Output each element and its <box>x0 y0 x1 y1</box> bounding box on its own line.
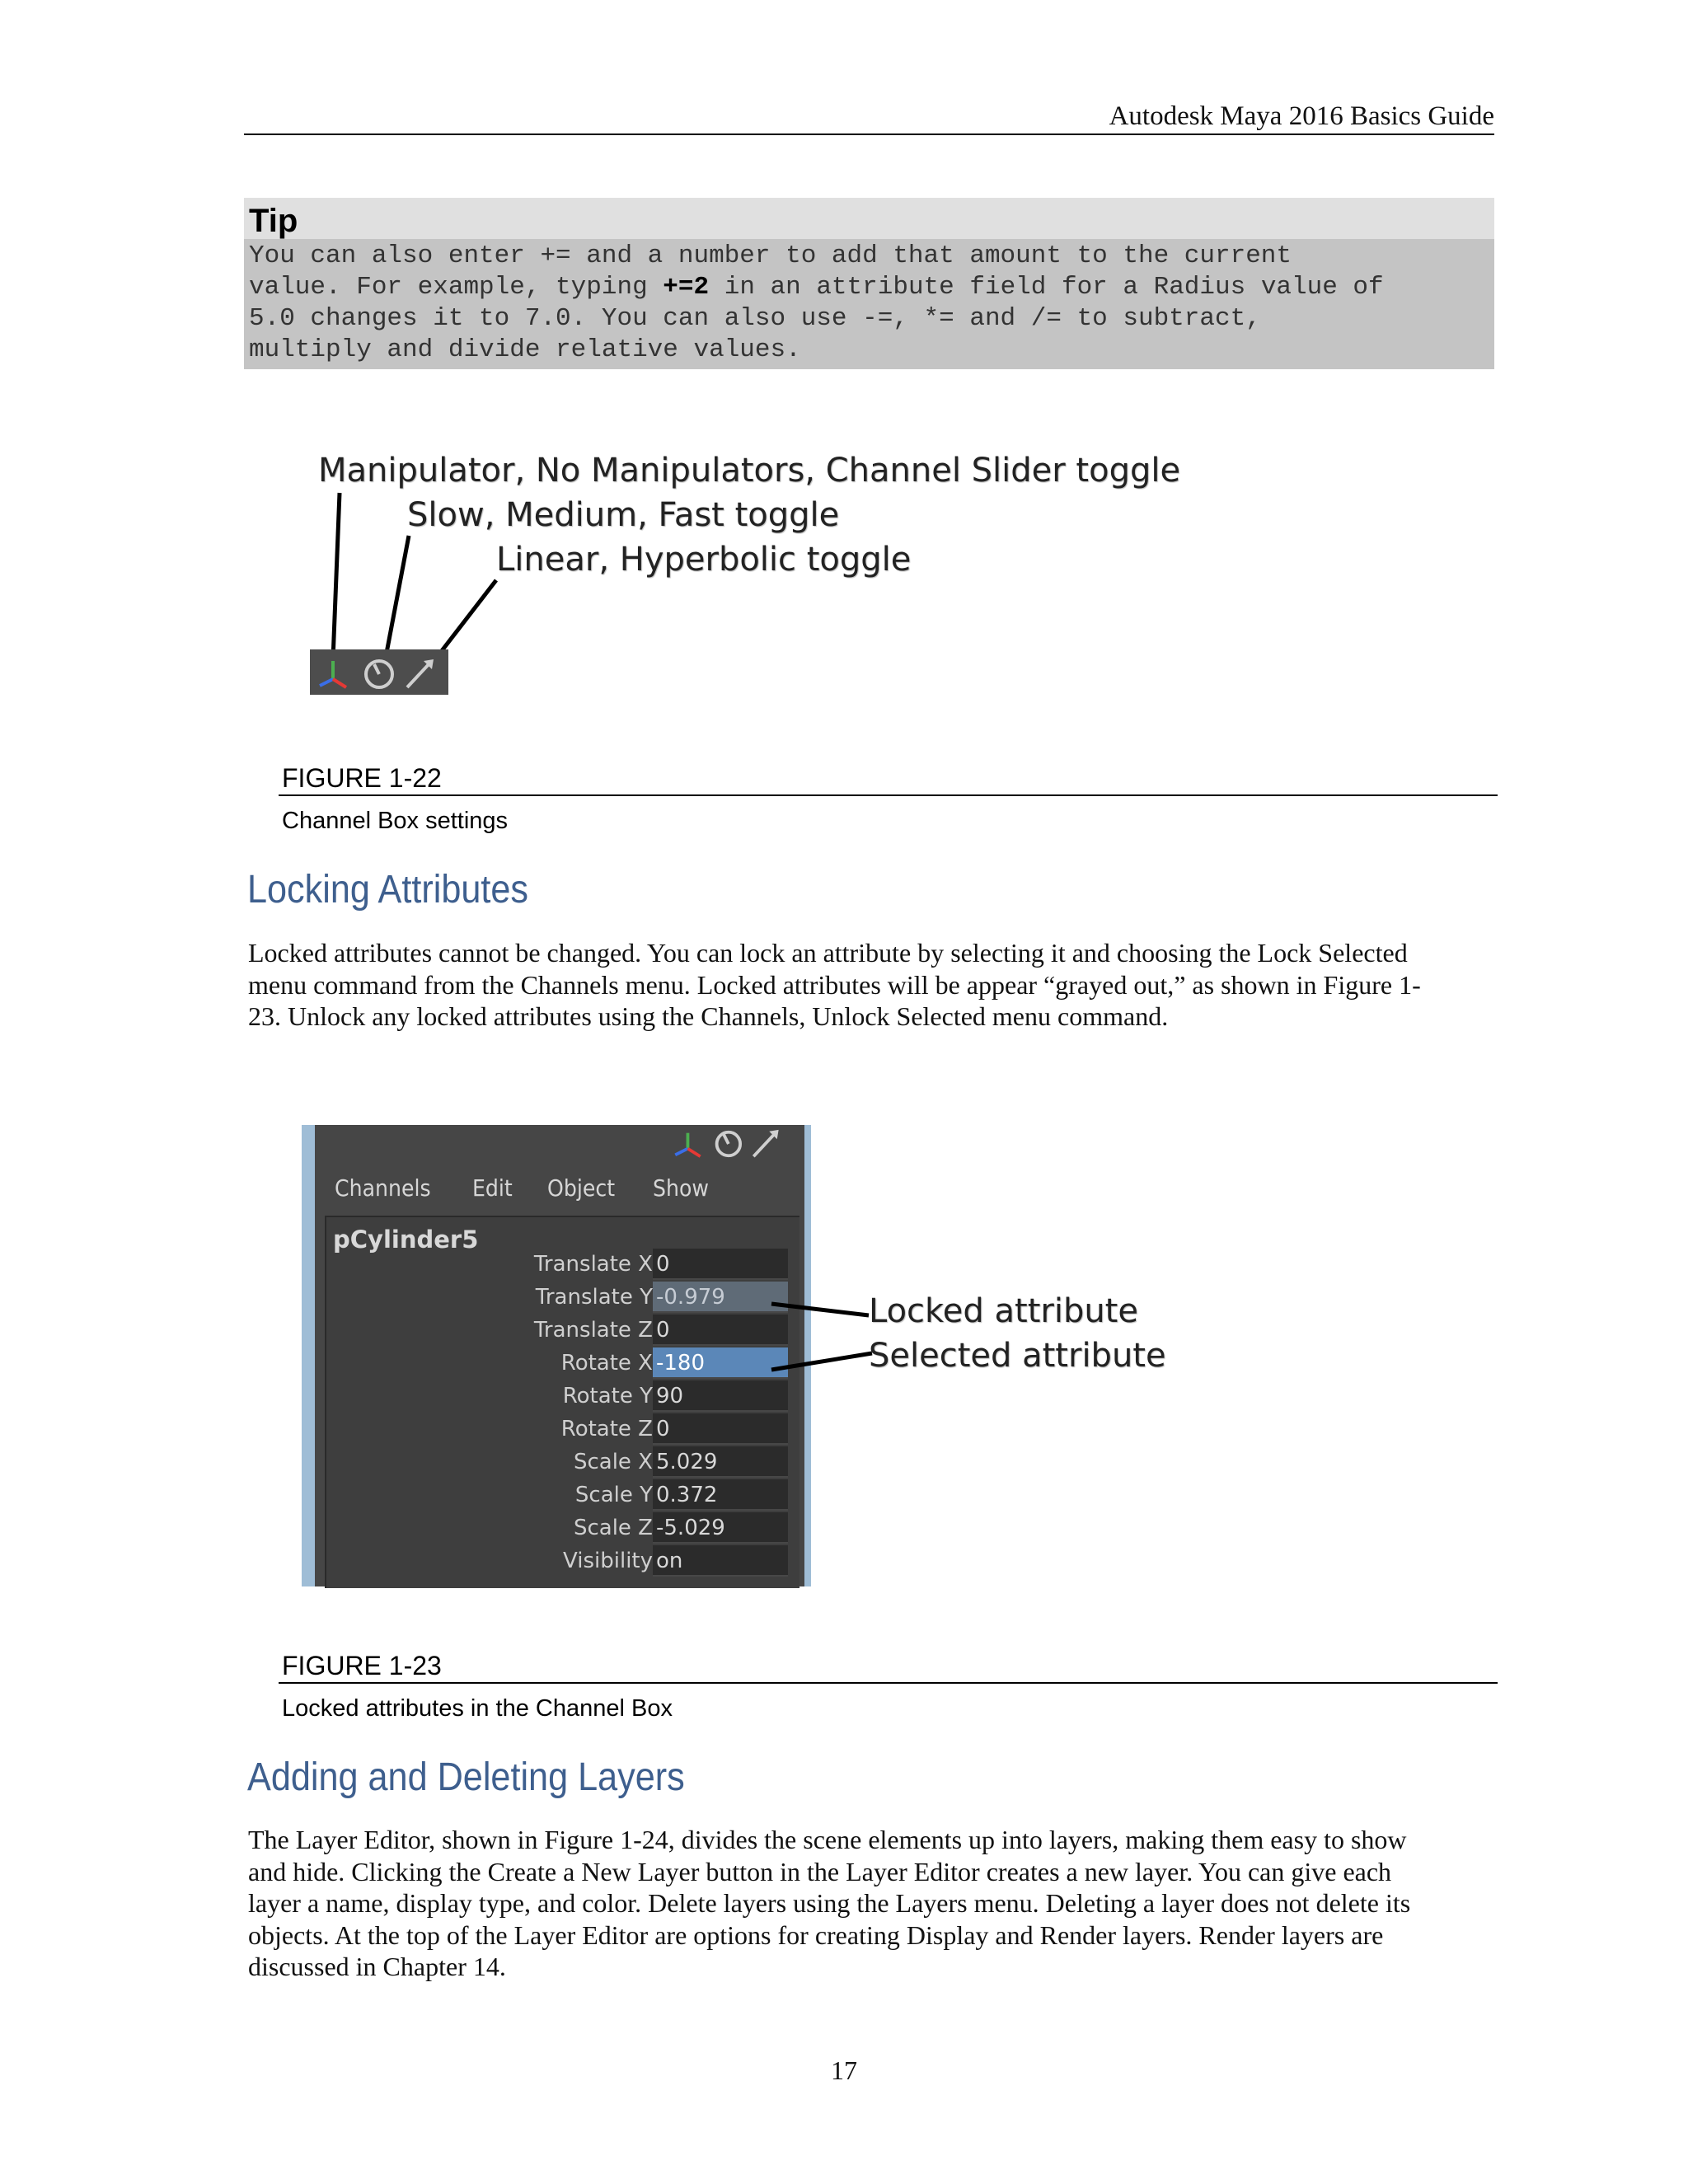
layers-line-5: discussed in Chapter 14. <box>248 1952 506 1981</box>
attribute-value[interactable]: 90 <box>653 1380 788 1412</box>
attribute-value[interactable]: 0 <box>653 1249 788 1280</box>
attribute-value[interactable]: 5.029 <box>653 1446 788 1478</box>
layers-line-1: The Layer Editor, shown in Figure 1-24, divides the scene elements up into layers, making them easy to show <box>248 1825 1407 1854</box>
figure-23-number: FIGURE 1-23 <box>279 1649 1498 1684</box>
attribute-value[interactable]: 0 <box>653 1315 788 1346</box>
locking-paragraph <box>248 937 1501 1033</box>
attribute-value[interactable]: 0.372 <box>653 1479 788 1511</box>
layers-paragraph <box>248 1824 1501 1983</box>
attribute-row-rotate-z[interactable] <box>326 1413 799 1446</box>
attribute-label: Scale Z <box>573 1516 653 1540</box>
attribute-label: Visibility <box>563 1549 653 1573</box>
attribute-label: Translate Z <box>533 1318 653 1343</box>
menu-show[interactable]: Show <box>653 1174 710 1202</box>
tip-text-1: You can also enter += and a number to add that amount to the current value. For example, typing <box>249 241 1292 302</box>
annotation-linear: Linear, Hyperbolic toggle <box>496 541 912 579</box>
locking-line-2: menu command from the Channels menu. Locked attributes will be appear “grayed out,” as shown in Figure 1- <box>248 969 1421 1000</box>
attribute-label: Scale X <box>573 1450 653 1474</box>
manipulator-icon[interactable] <box>320 661 346 687</box>
figure-22-number: FIGURE 1-22 <box>279 762 1498 796</box>
annotation-locked-attribute: Locked attribute <box>869 1292 1138 1330</box>
locking-line-3: 23. Unlock any locked attributes using the Channels, Unlock Selected menu command. <box>248 1001 1169 1031</box>
channel-box-menubar <box>335 1174 742 1202</box>
attribute-value[interactable]: -5.029 <box>653 1512 788 1544</box>
page-number: 17 <box>831 2055 857 2085</box>
attribute-row-visibility[interactable] <box>326 1545 799 1578</box>
attribute-row-scale-y[interactable] <box>326 1479 799 1512</box>
layers-line-4: objects. At the top of the Layer Editor are options for creating Display and Render layers. Render layers are <box>248 1919 1384 1950</box>
attribute-label: Scale Y <box>574 1483 653 1507</box>
annotation-selected-attribute: Selected attribute <box>869 1337 1166 1375</box>
object-name[interactable]: pCylinder5 <box>333 1226 479 1254</box>
attribute-row-scale-x[interactable] <box>326 1446 799 1479</box>
tip-bold-text: +=2 <box>663 273 710 302</box>
layers-line-3: layer a name, display type, and color. Delete layers using the Layers menu. Deleting a layer does not delete its <box>248 1888 1411 1918</box>
attribute-value[interactable]: 0 <box>653 1413 788 1445</box>
attribute-label: Rotate X <box>560 1351 653 1376</box>
tip-text-2: in an attribute field for a Radius value of 5.0 changes it to 7.0. You can also use -=, *= and /= to subtract, multiply and divide relative values. <box>249 273 1384 364</box>
figure-22-arrows <box>0 0 1688 742</box>
attribute-value-locked[interactable]: -0.979 <box>653 1282 788 1313</box>
locking-line-1: Locked attributes cannot be changed. You can lock an attribute by selecting it and choosing the Lock Selected <box>248 938 1408 968</box>
menu-object[interactable]: Object <box>546 1174 616 1202</box>
figure-22-caption: Channel Box settings <box>282 808 509 834</box>
attribute-value-selected[interactable]: -180 <box>653 1347 788 1379</box>
heading-locking-attributes: Locking Attributes <box>247 868 529 912</box>
heading-adding-deleting-layers: Adding and Deleting Layers <box>247 1755 685 1799</box>
annotation-manipulator: Manipulator, No Manipulators, Channel Slider toggle <box>318 452 1181 490</box>
figure-23-arrows <box>0 1236 989 1401</box>
speed-toggle-icon[interactable] <box>717 1132 741 1156</box>
figure-23-caption: Locked attributes in the Channel Box <box>282 1695 673 1722</box>
attribute-label: Rotate Z <box>560 1417 653 1441</box>
hyperbolic-toggle-icon[interactable] <box>753 1130 778 1156</box>
layers-line-2: and hide. Clicking the Create a New Layer button in the Layer Editor creates a new layer. You can give each <box>248 1856 1392 1886</box>
attribute-value[interactable]: on <box>653 1545 788 1577</box>
channel-box-settings-toolbar <box>310 649 448 695</box>
attribute-row-scale-z[interactable] <box>326 1512 799 1545</box>
speed-toggle-icon[interactable] <box>366 661 392 687</box>
attribute-label: Translate Y <box>535 1285 653 1310</box>
running-title: Autodesk Maya 2016 Basics Guide <box>1109 101 1494 131</box>
manipulator-icon[interactable] <box>675 1133 700 1157</box>
menu-channels[interactable]: Channels <box>335 1174 431 1202</box>
attribute-label: Translate X <box>533 1252 653 1277</box>
hyperbolic-toggle-icon[interactable] <box>407 659 434 687</box>
attribute-label: Rotate Y <box>562 1384 653 1408</box>
tip-title: Tip <box>244 198 1494 239</box>
menu-edit[interactable]: Edit <box>471 1174 513 1202</box>
annotation-speed: Slow, Medium, Fast toggle <box>407 496 840 534</box>
channel-box-settings-icons <box>664 1128 788 1160</box>
